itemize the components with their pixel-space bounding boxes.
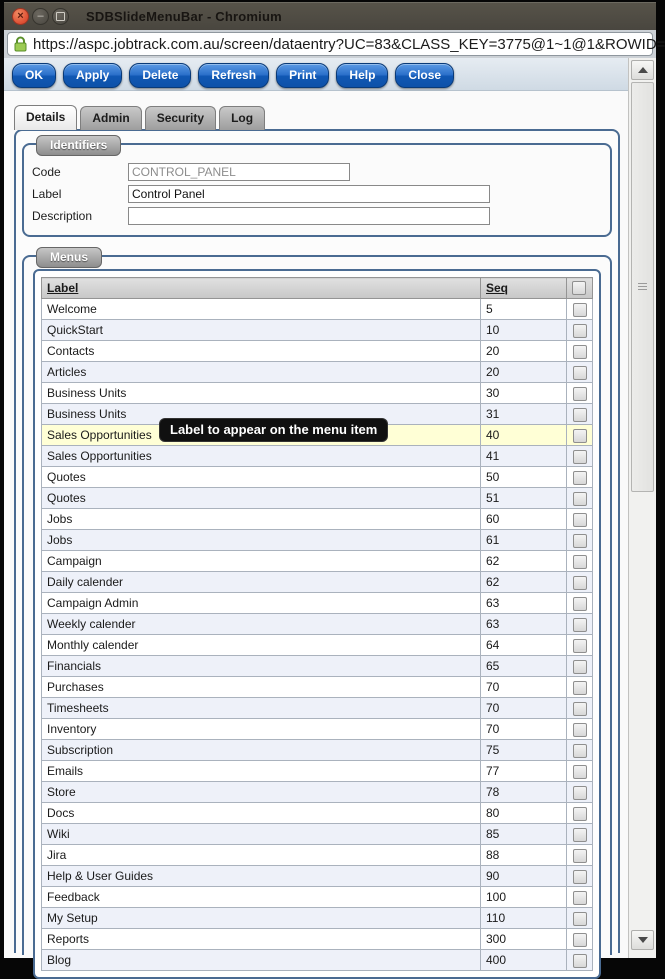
row-checkbox[interactable] — [573, 324, 587, 338]
row-checkbox[interactable] — [573, 660, 587, 674]
menus-table-body — [42, 299, 593, 971]
cell-checkbox — [567, 866, 593, 887]
cell-seq[interactable]: 41 — [481, 446, 567, 467]
cell-seq[interactable]: 85 — [481, 824, 567, 845]
row-checkbox[interactable] — [573, 891, 587, 905]
row-checkbox[interactable] — [573, 912, 587, 926]
table-row[interactable] — [42, 572, 593, 593]
address-bar[interactable] — [7, 32, 665, 56]
close-button[interactable]: Close — [395, 63, 454, 88]
cell-seq[interactable]: 78 — [481, 782, 567, 803]
description-label: Description — [32, 209, 93, 223]
browser-window — [4, 2, 665, 967]
cell-seq[interactable]: 75 — [481, 740, 567, 761]
table-row[interactable] — [42, 824, 593, 845]
cell-label[interactable]: Inventory — [42, 719, 481, 740]
row-checkbox[interactable] — [573, 933, 587, 947]
cell-seq[interactable]: 65 — [481, 656, 567, 677]
table-row[interactable] — [42, 488, 593, 509]
cell-label[interactable]: Sales Opportunities — [42, 425, 481, 446]
refresh-button[interactable]: Refresh — [198, 63, 269, 88]
row-checkbox[interactable] — [573, 303, 587, 317]
cell-checkbox — [567, 488, 593, 509]
row-checkbox[interactable] — [573, 618, 587, 632]
scrollbar-up-button[interactable] — [631, 60, 654, 80]
window-titlebar — [4, 2, 656, 30]
table-row[interactable] — [42, 320, 593, 341]
row-checkbox[interactable] — [573, 681, 587, 695]
table-row[interactable] — [42, 362, 593, 383]
cell-seq[interactable]: 300 — [481, 929, 567, 950]
cell-checkbox — [567, 530, 593, 551]
cell-checkbox — [567, 299, 593, 320]
url-strip — [4, 30, 665, 58]
cell-checkbox — [567, 950, 593, 971]
cell-seq[interactable]: 20 — [481, 362, 567, 383]
row-checkbox[interactable] — [573, 786, 587, 800]
cell-checkbox — [567, 320, 593, 341]
table-row[interactable] — [42, 299, 593, 320]
header-checkbox[interactable] — [572, 281, 586, 295]
row-checkbox[interactable] — [573, 408, 587, 422]
table-row[interactable] — [42, 740, 593, 761]
cell-label[interactable]: Wiki — [42, 824, 481, 845]
row-checkbox[interactable] — [573, 576, 587, 590]
cell-checkbox — [567, 341, 593, 362]
cell-label[interactable]: Docs — [42, 803, 481, 824]
cell-checkbox — [567, 572, 593, 593]
window-maximize-button[interactable] — [52, 8, 69, 25]
cell-seq[interactable]: 100 — [481, 887, 567, 908]
delete-button[interactable]: Delete — [129, 63, 191, 88]
cell-label[interactable]: Store — [42, 782, 481, 803]
cell-checkbox — [567, 845, 593, 866]
cell-label[interactable]: Jobs — [42, 530, 481, 551]
cell-checkbox — [567, 782, 593, 803]
cell-seq[interactable]: 62 — [481, 572, 567, 593]
cell-label[interactable]: Purchases — [42, 677, 481, 698]
cell-seq[interactable]: 31 — [481, 404, 567, 425]
cell-label[interactable]: Subscription — [42, 740, 481, 761]
cell-label[interactable]: Jobs — [42, 509, 481, 530]
table-header-row — [42, 278, 593, 299]
cell-checkbox — [567, 404, 593, 425]
cell-label[interactable]: Emails — [42, 761, 481, 782]
label-label: Label — [32, 187, 62, 201]
cell-checkbox — [567, 467, 593, 488]
cell-seq[interactable]: 60 — [481, 509, 567, 530]
cell-label[interactable]: Jira — [42, 845, 481, 866]
table-row[interactable] — [42, 614, 593, 635]
cell-label[interactable]: QuickStart — [42, 320, 481, 341]
table-row[interactable] — [42, 593, 593, 614]
cell-label[interactable]: Sales Opportunities — [42, 446, 481, 467]
row-checkbox[interactable] — [573, 387, 587, 401]
cell-checkbox — [567, 761, 593, 782]
row-checkbox[interactable] — [573, 513, 587, 527]
column-header-seq[interactable]: Seq — [481, 278, 567, 299]
cell-label[interactable]: Reports — [42, 929, 481, 950]
cell-checkbox — [567, 719, 593, 740]
cell-seq[interactable]: 5 — [481, 299, 567, 320]
code-label: Code — [32, 165, 61, 179]
table-row[interactable] — [42, 803, 593, 824]
cell-label[interactable]: Campaign Admin — [42, 593, 481, 614]
cell-seq[interactable]: 90 — [481, 866, 567, 887]
cell-checkbox — [567, 656, 593, 677]
cell-seq[interactable]: 30 — [481, 383, 567, 404]
cell-label[interactable]: Articles — [42, 362, 481, 383]
tab-log[interactable]: Log — [219, 106, 265, 130]
table-row[interactable] — [42, 929, 593, 950]
cell-label[interactable]: Timesheets — [42, 698, 481, 719]
cell-seq[interactable]: 10 — [481, 320, 567, 341]
tab-security[interactable]: Security — [145, 106, 216, 130]
cell-label[interactable]: Welcome — [42, 299, 481, 320]
cell-seq[interactable]: 63 — [481, 614, 567, 635]
table-row[interactable] — [42, 782, 593, 803]
window-close-button[interactable]: × — [12, 8, 29, 25]
cell-seq[interactable]: 70 — [481, 719, 567, 740]
scrollbar-grip-icon — [638, 283, 647, 292]
form-toolbar — [4, 58, 628, 91]
cell-seq[interactable]: 62 — [481, 551, 567, 572]
cell-checkbox — [567, 803, 593, 824]
row-checkbox[interactable] — [573, 597, 587, 611]
secure-lock-icon[interactable] — [14, 36, 27, 52]
identifiers-legend: Identifiers — [36, 135, 121, 156]
scrollbar-down-button[interactable] — [631, 930, 654, 950]
cell-label[interactable]: Monthly calender — [42, 635, 481, 656]
table-row[interactable] — [42, 719, 593, 740]
table-row[interactable] — [42, 677, 593, 698]
window-minimize-button[interactable]: – — [32, 8, 49, 25]
cell-seq[interactable]: 80 — [481, 803, 567, 824]
row-checkbox[interactable] — [573, 828, 587, 842]
column-header-checkbox — [567, 278, 593, 299]
cell-checkbox — [567, 824, 593, 845]
cell-label[interactable]: Contacts — [42, 341, 481, 362]
table-row[interactable] — [42, 950, 593, 971]
cell-seq[interactable]: 64 — [481, 635, 567, 656]
table-row[interactable] — [42, 845, 593, 866]
row-checkbox[interactable] — [573, 492, 587, 506]
row-checkbox[interactable] — [573, 765, 587, 779]
tooltip: Label to appear on the menu item — [159, 418, 388, 442]
ok-button[interactable]: OK — [12, 63, 56, 88]
cell-seq[interactable]: 110 — [481, 908, 567, 929]
table-row[interactable] — [42, 446, 593, 467]
cell-label[interactable]: Blog — [42, 950, 481, 971]
cell-label[interactable]: Business Units — [42, 383, 481, 404]
table-row[interactable] — [42, 866, 593, 887]
scrollbar-thumb[interactable] — [631, 82, 654, 492]
cell-label[interactable]: Daily calender — [42, 572, 481, 593]
cell-label[interactable]: My Setup — [42, 908, 481, 929]
table-row[interactable] — [42, 887, 593, 908]
cell-checkbox — [567, 551, 593, 572]
cell-checkbox — [567, 425, 593, 446]
table-row[interactable] — [42, 698, 593, 719]
window-title: SDBSlideMenuBar - Chromium — [86, 9, 282, 24]
row-checkbox[interactable] — [573, 702, 587, 716]
menus-table-container — [33, 269, 601, 979]
cell-seq[interactable]: 50 — [481, 467, 567, 488]
identifiers-fieldset — [22, 138, 612, 237]
row-checkbox[interactable] — [573, 954, 587, 968]
tab-admin[interactable]: Admin — [80, 106, 141, 130]
cell-checkbox — [567, 362, 593, 383]
row-checkbox[interactable] — [573, 534, 587, 548]
cell-label[interactable]: Quotes — [42, 467, 481, 488]
cell-checkbox — [567, 698, 593, 719]
row-checkbox[interactable] — [573, 429, 587, 443]
cell-checkbox — [567, 509, 593, 530]
cell-checkbox — [567, 446, 593, 467]
cell-checkbox — [567, 740, 593, 761]
cell-checkbox — [567, 593, 593, 614]
row-checkbox[interactable] — [573, 366, 587, 380]
cell-seq[interactable]: 61 — [481, 530, 567, 551]
tab-details[interactable]: Details — [14, 105, 77, 130]
table-row[interactable] — [42, 908, 593, 929]
cell-seq[interactable]: 70 — [481, 698, 567, 719]
cell-seq[interactable]: 40 — [481, 425, 567, 446]
help-button[interactable]: Help — [336, 63, 388, 88]
arrow-up-icon — [638, 67, 648, 73]
cell-label[interactable]: Financials — [42, 656, 481, 677]
table-row[interactable] — [42, 530, 593, 551]
cell-label[interactable]: Help & User Guides — [42, 866, 481, 887]
cell-label[interactable]: Quotes — [42, 488, 481, 509]
cell-seq[interactable]: 400 — [481, 950, 567, 971]
cell-seq[interactable]: 51 — [481, 488, 567, 509]
menus-table — [41, 277, 593, 971]
cell-checkbox — [567, 635, 593, 656]
print-button[interactable]: Print — [276, 63, 329, 88]
menus-legend: Menus — [36, 247, 102, 268]
label-field[interactable] — [128, 185, 490, 203]
row-checkbox[interactable] — [573, 450, 587, 464]
url-text[interactable]: https://aspc.jobtrack.com.au/screen/dataentry?UC=83&CLASS_KEY=3775@1~1@1&ROWID= — [33, 35, 665, 53]
arrow-down-icon — [638, 937, 648, 943]
web-page — [4, 58, 656, 967]
cell-checkbox — [567, 908, 593, 929]
description-field[interactable] — [128, 207, 490, 225]
row-checkbox[interactable] — [573, 870, 587, 884]
cell-label[interactable]: Weekly calender — [42, 614, 481, 635]
row-checkbox[interactable] — [573, 723, 587, 737]
cell-seq[interactable]: 63 — [481, 593, 567, 614]
tab-bar — [14, 105, 628, 130]
table-row[interactable] — [42, 656, 593, 677]
cell-checkbox — [567, 929, 593, 950]
row-checkbox[interactable] — [573, 639, 587, 653]
column-header-label[interactable]: Label — [42, 278, 481, 299]
row-checkbox[interactable] — [573, 555, 587, 569]
table-row[interactable] — [42, 509, 593, 530]
cell-checkbox — [567, 677, 593, 698]
cell-label[interactable]: Business Units — [42, 404, 481, 425]
page-scrollbar[interactable] — [628, 58, 656, 958]
cell-seq[interactable]: 20 — [481, 341, 567, 362]
cell-label[interactable]: Campaign — [42, 551, 481, 572]
cell-seq[interactable]: 77 — [481, 761, 567, 782]
cell-checkbox — [567, 383, 593, 404]
row-checkbox[interactable] — [573, 807, 587, 821]
table-row[interactable] — [42, 551, 593, 572]
row-checkbox[interactable] — [573, 471, 587, 485]
cell-seq[interactable]: 88 — [481, 845, 567, 866]
table-row[interactable] — [42, 635, 593, 656]
cell-label[interactable]: Feedback — [42, 887, 481, 908]
menus-fieldset — [22, 250, 612, 967]
table-row[interactable] — [42, 761, 593, 782]
table-row[interactable] — [42, 383, 593, 404]
table-row[interactable] — [42, 467, 593, 488]
table-row[interactable] — [42, 341, 593, 362]
row-checkbox[interactable] — [573, 849, 587, 863]
row-checkbox[interactable] — [573, 744, 587, 758]
details-tab-panel — [14, 129, 620, 967]
code-field — [128, 163, 350, 181]
cell-seq[interactable]: 70 — [481, 677, 567, 698]
cell-checkbox — [567, 887, 593, 908]
cell-checkbox — [567, 614, 593, 635]
row-checkbox[interactable] — [573, 345, 587, 359]
apply-button[interactable]: Apply — [63, 63, 122, 88]
